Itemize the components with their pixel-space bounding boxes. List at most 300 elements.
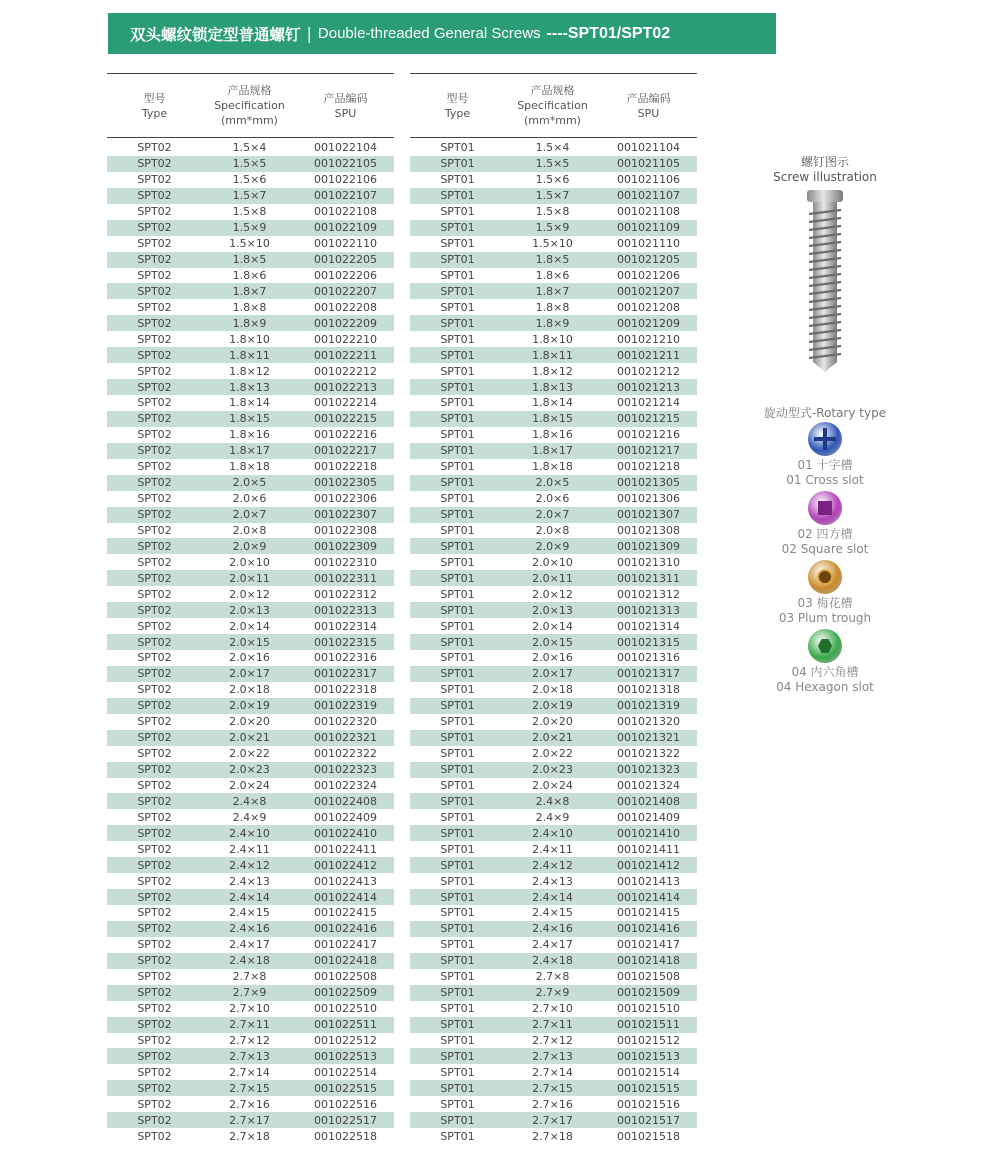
slot-label-en: 02 Square slot [781,542,869,556]
cell-spec: 1.5×10 [532,237,573,251]
cell-spec: 1.8×16 [532,428,573,442]
table-row [107,953,394,969]
table-row [107,1064,394,1080]
slot-label-en: 01 Cross slot [786,473,864,487]
cell-spec: 2.7×14 [532,1065,573,1079]
table-row [410,985,697,1001]
cell-type: SPT02 [137,858,172,872]
table-row [410,730,697,746]
table-row [410,666,697,682]
cell-spec: 2.0×12 [229,587,270,601]
cell-spu: 001021205 [617,253,680,267]
cell-spec: 1.8×12 [532,364,573,378]
cross-slot-icon [808,422,842,456]
cell-type: SPT02 [137,364,172,378]
cell-spu: 001022205 [314,253,377,267]
cell-type: SPT02 [137,603,172,617]
cell-spu: 001021516 [617,1097,680,1111]
cell-spu: 001022209 [314,316,377,330]
table-row [410,969,697,985]
table-row [107,985,394,1001]
table-row [107,411,394,427]
table-row [410,1064,697,1080]
cell-type: SPT01 [440,715,475,729]
cell-type: SPT01 [440,221,475,235]
cell-type: SPT02 [137,523,172,537]
cell-spu: 001022212 [314,364,377,378]
cell-spec: 1.8×17 [229,444,270,458]
cell-type: SPT02 [137,141,172,155]
table-row [410,268,697,284]
cell-spu: 001022207 [314,284,377,298]
cell-spu: 001021508 [617,970,680,984]
cell-spec: 2.7×15 [532,1081,573,1095]
cell-type: SPT01 [440,173,475,187]
cell-type: SPT02 [137,571,172,585]
cell-type: SPT01 [440,1081,475,1095]
cell-type: SPT02 [137,380,172,394]
cell-spu: 001021207 [617,284,680,298]
cell-type: SPT01 [440,1018,475,1032]
cell-spec: 2.0×5 [535,476,570,490]
cell-type: SPT01 [440,603,475,617]
table-row [410,236,697,252]
cell-spu: 001022512 [314,1033,377,1047]
table-row [410,554,697,570]
table-row [107,554,394,570]
cell-type: SPT01 [440,778,475,792]
table-row [410,1096,697,1112]
cell-spec: 2.0×21 [229,731,270,745]
cell-spu: 001022206 [314,268,377,282]
cell-spu: 001022314 [314,619,377,633]
cell-spu: 001022413 [314,874,377,888]
cell-spec: 1.8×11 [229,348,270,362]
table-row [107,969,394,985]
cell-type: SPT02 [137,778,172,792]
cell-spec: 1.8×18 [229,460,270,474]
cell-type: SPT02 [137,954,172,968]
cell-spec: 2.0×22 [229,747,270,761]
cell-type: SPT02 [137,428,172,442]
cell-type: SPT01 [440,523,475,537]
cell-type: SPT02 [137,715,172,729]
table-row [107,905,394,921]
cell-spu: 001022214 [314,396,377,410]
table-row [107,331,394,347]
cell-spec: 1.5×7 [232,189,267,203]
cell-type: SPT02 [137,587,172,601]
cell-type: SPT01 [440,189,475,203]
cell-type: SPT01 [440,906,475,920]
cell-spu: 001022208 [314,300,377,314]
cell-type: SPT02 [137,1097,172,1111]
cell-type: SPT01 [440,364,475,378]
cell-type: SPT01 [440,1065,475,1079]
cell-type: SPT01 [440,237,475,251]
cell-type: SPT02 [137,810,172,824]
cell-type: SPT01 [440,555,475,569]
cell-type: SPT01 [440,1097,475,1111]
cell-spec: 2.4×11 [532,842,573,856]
cell-spec: 2.7×13 [229,1049,270,1063]
cell-spec: 1.8×12 [229,364,270,378]
table-row [410,204,697,220]
cell-spu: 001022518 [314,1129,377,1143]
table-row [107,937,394,953]
cell-spec: 1.5×7 [535,189,570,203]
cell-spu: 001022508 [314,970,377,984]
cell-spu: 001021215 [617,412,680,426]
table-row [107,793,394,809]
cell-spu: 001021312 [617,587,680,601]
cell-spec: 1.8×18 [532,460,573,474]
table-row [107,618,394,634]
cell-spu: 001022315 [314,635,377,649]
cell-spec: 2.7×9 [232,986,267,1000]
cell-type: SPT02 [137,699,172,713]
table-row [107,299,394,315]
cell-spec: 1.8×7 [232,284,267,298]
slot-label-en: 03 Plum trough [778,611,872,625]
cell-type: SPT01 [440,954,475,968]
cell-spu: 001021414 [617,890,680,904]
table-row [107,220,394,236]
table-row [410,937,697,953]
cell-spu: 001021416 [617,922,680,936]
cell-type: SPT01 [440,890,475,904]
table-header [410,73,697,138]
spt01-table [410,73,697,1144]
cell-spec: 1.5×6 [232,173,267,187]
cell-spu: 001021107 [617,189,680,203]
hexagon-slot-icon [808,629,842,663]
cell-spec: 1.8×14 [229,396,270,410]
cell-spec: 2.0×8 [535,523,570,537]
table-row [107,347,394,363]
cell-spec: 1.5×10 [229,237,270,251]
cell-type: SPT02 [137,890,172,904]
table-row [410,156,697,172]
table-row [410,841,697,857]
cell-spec: 2.0×18 [229,683,270,697]
cell-spec: 2.0×18 [532,683,573,697]
cell-type: SPT01 [440,284,475,298]
cell-type: SPT02 [137,619,172,633]
table-row [410,411,697,427]
cell-type: SPT02 [137,986,172,1000]
cell-spu: 001022210 [314,332,377,346]
header-spec: 产品规格 Specification (mm*mm) [517,84,588,127]
cell-spec: 1.8×15 [532,412,573,426]
cell-spu: 001022321 [314,731,377,745]
cell-spu: 001021318 [617,683,680,697]
cell-spu: 001021515 [617,1081,680,1095]
cell-spec: 1.8×11 [532,348,573,362]
title-code: ----SPT01/SPT02 [546,24,671,42]
cell-type: SPT01 [440,938,475,952]
cell-spu: 001022414 [314,890,377,904]
table-row [410,315,697,331]
cell-spec: 2.0×17 [532,667,573,681]
cell-spec: 2.0×15 [532,635,573,649]
cell-type: SPT02 [137,460,172,474]
screw-image [803,188,847,374]
cell-spec: 1.8×10 [532,332,573,346]
slot-label-zh: 04 内六角槽 [791,665,859,679]
header-spu: 产品编码 SPU [323,91,368,120]
cell-spec: 1.8×7 [535,284,570,298]
cell-spec: 1.5×8 [535,205,570,219]
cell-spu: 001022509 [314,986,377,1000]
table-row [107,172,394,188]
cell-spu: 001021510 [617,1002,680,1016]
cell-spec: 2.4×16 [229,922,270,936]
cell-spec: 2.0×9 [232,539,267,553]
cell-spec: 2.4×15 [532,906,573,920]
table-row [107,236,394,252]
cell-spu: 001022516 [314,1097,377,1111]
cell-type: SPT02 [137,731,172,745]
cell-spu: 001021110 [617,237,680,251]
cell-spec: 1.8×15 [229,412,270,426]
cell-type: SPT01 [440,842,475,856]
cell-type: SPT02 [137,1065,172,1079]
cell-type: SPT01 [440,922,475,936]
cell-spu: 001021109 [617,221,680,235]
cell-spec: 2.0×19 [229,699,270,713]
cell-spu: 001022319 [314,699,377,713]
table-row [410,363,697,379]
cell-spec: 2.4×9 [535,810,570,824]
table-row [107,857,394,873]
cell-spu: 001021211 [617,348,680,362]
cell-spu: 001021323 [617,763,680,777]
table-row [107,682,394,698]
slot-label-zh: 02 四方槽 [797,527,853,541]
cell-spec: 2.0×13 [229,603,270,617]
cell-spu: 001022109 [314,221,377,235]
cell-spu: 001022322 [314,747,377,761]
cell-spec: 2.0×20 [532,715,573,729]
cell-spu: 001022307 [314,508,377,522]
title-separator: | [306,24,312,43]
header-type: 型号 Type [141,91,168,120]
cell-spu: 001022106 [314,173,377,187]
cell-type: SPT02 [137,476,172,490]
table-row [107,188,394,204]
cell-type: SPT02 [137,284,172,298]
cell-spu: 001021408 [617,794,680,808]
cell-spec: 1.8×6 [232,268,267,282]
cell-spu: 001022215 [314,412,377,426]
cell-spec: 1.5×5 [232,157,267,171]
cell-spu: 001021314 [617,619,680,633]
cell-spec: 2.4×14 [532,890,573,904]
cell-spu: 001022323 [314,763,377,777]
cell-spec: 2.7×13 [532,1049,573,1063]
title-zh: 双头螺纹锁定型普通螺钉 [130,25,301,44]
header-spec: 产品规格 Specification (mm*mm) [214,84,285,127]
cell-spec: 2.7×10 [532,1002,573,1016]
cell-spu: 001021213 [617,380,680,394]
cell-spec: 2.7×8 [232,970,267,984]
cell-type: SPT02 [137,539,172,553]
table-header [107,73,394,138]
cell-type: SPT02 [137,938,172,952]
cell-spu: 001021305 [617,476,680,490]
cell-spec: 2.0×24 [532,778,573,792]
cell-type: SPT02 [137,348,172,362]
cell-type: SPT02 [137,1018,172,1032]
cell-type: SPT02 [137,332,172,346]
cell-type: SPT01 [440,587,475,601]
cell-type: SPT01 [440,619,475,633]
table-row [107,363,394,379]
table-row [107,140,394,156]
table-row [410,1017,697,1033]
cell-spu: 001022105 [314,157,377,171]
table-row [410,395,697,411]
cell-spu: 001021214 [617,396,680,410]
cell-spu: 001022316 [314,651,377,665]
table-row [410,905,697,921]
cell-type: SPT01 [440,157,475,171]
table-row [107,523,394,539]
cell-type: SPT02 [137,1049,172,1063]
cell-spec: 2.4×15 [229,906,270,920]
cell-spu: 001022408 [314,794,377,808]
cell-spu: 001022510 [314,1002,377,1016]
cell-type: SPT02 [137,492,172,506]
cell-spec: 2.7×16 [532,1097,573,1111]
cell-spu: 001021310 [617,555,680,569]
cell-spec: 2.7×9 [535,986,570,1000]
table-row [107,475,394,491]
cell-type: SPT02 [137,970,172,984]
cell-spu: 001021210 [617,332,680,346]
table-row [107,1001,394,1017]
cell-spu: 001022320 [314,715,377,729]
cell-spu: 001022517 [314,1113,377,1127]
cell-type: SPT02 [137,763,172,777]
cell-spec: 2.0×10 [229,555,270,569]
cell-type: SPT02 [137,316,172,330]
table-row [410,140,697,156]
cell-spec: 2.4×17 [532,938,573,952]
cell-spec: 1.8×17 [532,444,573,458]
table-row [107,746,394,762]
slot-label-zh: 03 梅花槽 [797,596,853,610]
table-row [410,1001,697,1017]
cell-spu: 001021511 [617,1018,680,1032]
cell-spu: 001021418 [617,954,680,968]
cell-spu: 001021315 [617,635,680,649]
cell-spu: 001022511 [314,1018,377,1032]
cell-spu: 001021417 [617,938,680,952]
cell-spec: 2.0×12 [532,587,573,601]
cell-spec: 2.0×20 [229,715,270,729]
cell-spu: 001022317 [314,667,377,681]
cell-type: SPT01 [440,508,475,522]
cell-spec: 2.0×7 [232,508,267,522]
cell-spec: 2.0×23 [532,763,573,777]
cell-spu: 001021514 [617,1065,680,1079]
cell-spec: 2.4×12 [532,858,573,872]
cell-type: SPT01 [440,826,475,840]
cell-spu: 001022418 [314,954,377,968]
screw-illustration-title: 螺钉图示 Screw illustration [773,155,877,184]
cell-spu: 001022416 [314,922,377,936]
cell-type: SPT01 [440,380,475,394]
cell-type: SPT01 [440,731,475,745]
cell-spu: 001022410 [314,826,377,840]
cell-type: SPT02 [137,508,172,522]
table-row [410,682,697,698]
cell-spu: 001021105 [617,157,680,171]
table-row [410,778,697,794]
slot-type-3 [760,560,890,626]
table-row [107,427,394,443]
table-row [410,857,697,873]
cell-spec: 1.8×9 [232,316,267,330]
cell-spu: 001021411 [617,842,680,856]
cell-spec: 2.4×11 [229,842,270,856]
header-type: 型号 Type [444,91,471,120]
cell-type: SPT02 [137,189,172,203]
table-row [107,1017,394,1033]
table-row [107,666,394,682]
cell-spec: 2.0×17 [229,667,270,681]
cell-type: SPT01 [440,1033,475,1047]
cell-spec: 2.7×11 [532,1018,573,1032]
cell-type: SPT01 [440,412,475,426]
cell-spec: 2.4×16 [532,922,573,936]
cell-spu: 001022309 [314,539,377,553]
cell-type: SPT02 [137,1081,172,1095]
table-row [107,1048,394,1064]
cell-type: SPT02 [137,906,172,920]
cell-spu: 001021313 [617,603,680,617]
table-row [107,586,394,602]
table-row [107,268,394,284]
cell-spu: 001021218 [617,460,680,474]
cell-type: SPT02 [137,268,172,282]
cell-spec: 2.0×13 [532,603,573,617]
table-row [410,698,697,714]
cell-spu: 001022216 [314,428,377,442]
table-row [107,283,394,299]
cell-spec: 2.0×11 [229,571,270,585]
cell-spec: 1.8×13 [229,380,270,394]
slot-type-1 [760,422,890,488]
table-row [410,1048,697,1064]
cell-type: SPT02 [137,635,172,649]
cell-spu: 001021518 [617,1129,680,1143]
table-row [107,459,394,475]
cell-type: SPT02 [137,1002,172,1016]
table-row [410,1128,697,1144]
cell-type: SPT02 [137,221,172,235]
cell-spu: 001022306 [314,492,377,506]
cell-spec: 2.7×11 [229,1018,270,1032]
cell-spu: 001022311 [314,571,377,585]
cell-spec: 2.0×8 [232,523,267,537]
cell-type: SPT01 [440,747,475,761]
cell-spec: 2.4×10 [532,826,573,840]
cell-spu: 001021209 [617,316,680,330]
table-row [410,523,697,539]
